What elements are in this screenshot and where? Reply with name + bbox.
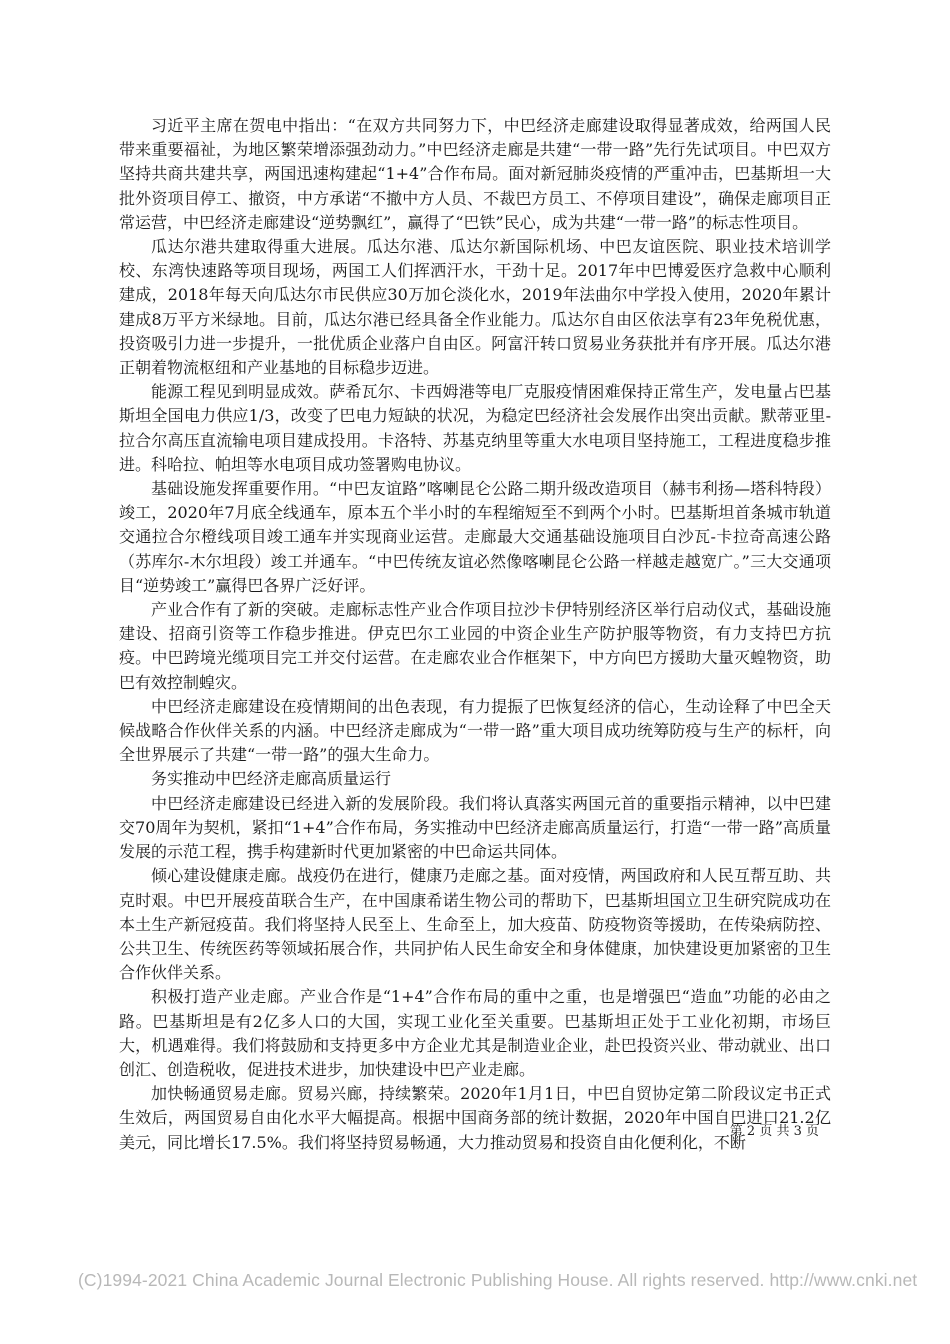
page-number: 第 2 页 共 3 页 xyxy=(729,1124,819,1139)
paragraph-corridor-performance: 中巴经济走廊建设在疫情期间的出色表现，有力提振了巴恢复经济的信心，生动诠释了中巴全天候战略合作伙伴关系的内涵。中巴经济走廊成为“一带一路”重大项目成功统筹防疫与生产的标杆，向全世界展示了共建“一带一路”的强大生命力。 xyxy=(119,696,831,765)
paragraph-energy-projects: 能源工程见到明显成效。萨希瓦尔、卡西姆港等电厂克服疫情困难保持正常生产，发电量占巴基斯坦全国电力供应1/3，改变了巴电力短缺的状况，为稳定巴经济社会发展作出突出贡献。默蒂亚里-拉合尔高压直流输电项目建成投用。卡洛特、苏基克纳里等重大水电项目坚持施工，工程进度稳步推进。科哈拉、帕坦等水电项目成功签署购电协议。 xyxy=(119,382,831,474)
paragraph-new-stage: 中巴经济走廊建设已经进入新的发展阶段。我们将认真落实两国元首的重要指示精神，以中巴建交70周年为契机，紧扣“1+4”合作布局，务实推动中巴经济走廊高质量运行，打造“一带一路”高质量发展的示范工程，携手构建新时代更加紧密的中巴命运共同体。 xyxy=(119,793,831,862)
cnki-watermark: (C)1994-2021 China Academic Journal Electronic Publishing House. All rights reserved. http://www.cnki.net xyxy=(78,1270,918,1290)
paragraph-gwadar-port: 瓜达尔港共建取得重大进展。瓜达尔港、瓜达尔新国际机场、中巴友谊医院、职业技术培训学校、东湾快速路等项目现场，两国工人们挥洒汗水，干劲十足。2017年中巴博爱医疗急救中心顺利建成，2018年每天向瓜达尔市民供应30万加仑淡化水，2019年法曲尔中学投入使用，2020年累计建成8万平方米绿地。目前，瓜达尔港已经具备全作业能力。瓜达尔自由区依法享有23年免税优惠，投资吸引力进一步提升，一批优质企业落户自由区。阿富汗转口贸易业务获批并有序开展。瓜达尔港正朝着物流枢纽和产业基地的目标稳步迈进。 xyxy=(119,237,831,378)
paragraph-industrial-cooperation: 产业合作有了新的突破。走廊标志性产业合作项目拉沙卡伊特别经济区举行启动仪式，基础设施建设、招商引资等工作稳步推进。伊克巴尔工业园的中资企业生产防护服等物资，有力支持巴方抗疫。中巴跨境光缆项目完工并交付运营。在走廊农业合作框架下，中方向巴方援助大量灭蝗物资，助巴有效控制蝗灾。 xyxy=(119,600,831,692)
paragraph-xi-congratulation: 习近平主席在贺电中指出：“在双方共同努力下，中巴经济走廊建设取得显著成效，给两国人民带来重要福祉，为地区繁荣增添强劲动力。”中巴经济走廊是共建“一带一路”先行先试项目。中巴双方坚持共商共建共享，两国迅速构建起“1+4”合作布局。面对新冠肺炎疫情的严重冲击，巴基斯坦一大批外资项目停工、撤资，中方承诺“不撤中方人员、不裁巴方员工、不停项目建设”，确保走廊项目正常运营，中巴经济走廊建设“逆势飘红”，赢得了“巴铁”民心，成为共建“一带一路”的标志性项目。 xyxy=(119,116,831,232)
document-body xyxy=(119,114,831,1155)
paragraph-trade-corridor: 加快畅通贸易走廊。贸易兴廊，持续繁荣。2020年1月1日，中巴自贸协定第二阶段议定书正式生效后，两国贸易自由化水平大幅提高。根据中国商务部的统计数据，2020年中国自巴进口21.2亿美元，同比增长17.5%。我们将坚持贸易畅通，大力推动贸易和投资自由化便利化，不断 xyxy=(119,1084,831,1152)
paragraph-industry-corridor: 积极打造产业走廊。产业合作是“1+4”合作布局的重中之重，也是增强巴“造血”功能的必由之路。巴基斯坦是有2亿多人口的大国，实现工业化至关重要。巴基斯坦正处于工业化初期，市场巨大，机遇难得。我们将鼓励和支持更多中方企业尤其是制造业企业，赴巴投资兴业、带动就业、出口创汇、创造税收，促进技术进步，加快建设中巴产业走廊。 xyxy=(119,987,831,1079)
paragraph-health-corridor: 倾心建设健康走廊。战疫仍在进行，健康乃走廊之基。面对疫情，两国政府和人民互帮互助、共克时艰。中巴开展疫苗联合生产，在中国康希诺生物公司的帮助下，巴基斯坦国立卫生研究院成功在本土生产新冠疫苗。我们将坚持人民至上、生命至上，加大疫苗、防疫物资等援助，在传染病防控、公共卫生、传统医药等领域拓展合作，共同护佑人民生命安全和身体健康，加快建设更加紧密的卫生合作伙伴关系。 xyxy=(119,866,831,983)
paragraph-infrastructure: 基础设施发挥重要作用。“中巴友谊路”喀喇昆仑公路二期升级改造项目（赫韦利扬—塔科特段）竣工，2020年7月底全线通车，原本五个半小时的车程缩短至不到两个小时。巴基斯坦首条城市轨道交通拉合尔橙线项目竣工通车并实现商业运营。走廊最大交通基础设施项目白沙瓦-卡拉奇高速公路（苏库尔-木尔坦段）竣工并通车。“中巴传统友谊必然像喀喇昆仑公路一样越走越宽广。”三大交通项目“逆势竣工”赢得巴各界广泛好评。 xyxy=(119,479,831,595)
section-heading: 务实推动中巴经济走廊高质量运行 xyxy=(151,769,392,789)
